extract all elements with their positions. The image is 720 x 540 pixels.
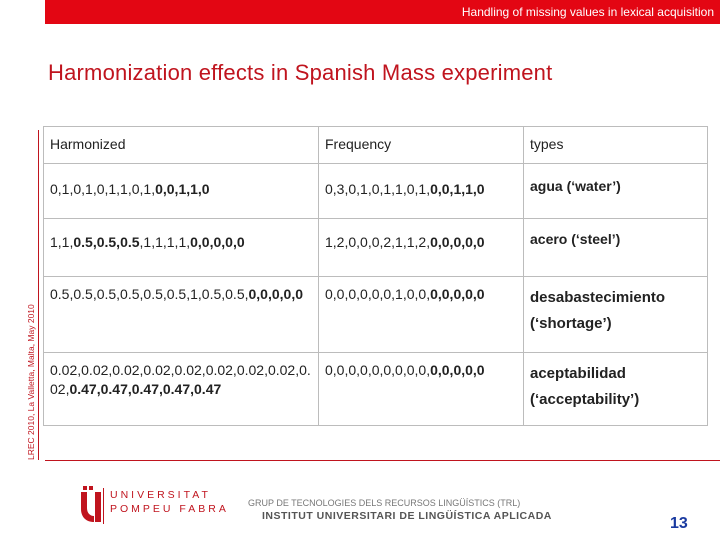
sidebar-text: LREC 2010, La Valletta, Malta, May 2010 [26, 304, 36, 460]
upf-wordmark [110, 488, 229, 516]
type-word: agua [530, 178, 563, 194]
footer-divider [45, 460, 720, 461]
upf-line-1: UNIVERSITAT [110, 489, 211, 501]
harmonized-plain: 0,1,0,1,0,1,1,0,1, [50, 181, 156, 197]
table-row [44, 164, 708, 219]
harmonized-cell [44, 164, 319, 219]
harmonization-table [43, 126, 708, 426]
type-cell [524, 219, 708, 277]
harmonized-bold: 0.5,0.5,0.5 [73, 234, 140, 250]
page-number: 13 [670, 515, 688, 532]
header-types: types [524, 127, 708, 164]
table-header-row [44, 127, 708, 164]
harmonized-bold-2: 0,0,0,0,0 [190, 234, 245, 250]
type-gloss: (‘water’) [566, 178, 621, 194]
frequency-plain: 0,3,0,1,0,1,1,0,1, [325, 181, 431, 197]
table-row [44, 219, 708, 277]
slide-title: Harmonization effects in Spanish Mass experiment [48, 60, 553, 85]
harmonized-bold: 0,0,0,0,0 [248, 286, 303, 302]
frequency-plain: 0,0,0,0,0,0,1,0,0, [325, 286, 431, 302]
frequency-plain: 1,2,0,0,0,2,1,1,2, [325, 234, 431, 250]
frequency-bold: 0,0,0,0,0 [430, 234, 485, 250]
harmonized-plain-2: ,1,1,1,1, [139, 234, 191, 250]
header-text: Handling of missing values in lexical acquisition [461, 5, 714, 19]
sidebar-divider [38, 130, 39, 460]
institute-name: INSTITUT UNIVERSITARI DE LINGÜÍSTICA APLICADA [262, 510, 552, 522]
frequency-cell [319, 164, 524, 219]
type-gloss: (‘acceptability’) [530, 391, 640, 408]
harmonized-plain: 0.02,0.02,0.02,0.02,0.02,0.02,0.02,0.02,0.02, [50, 362, 311, 397]
harmonized-cell [44, 219, 319, 277]
type-gloss: (‘steel’) [571, 231, 621, 247]
frequency-bold: 0,0,0,0,0 [430, 362, 485, 378]
harmonized-bold: 0.47,0.47,0.47,0.47,0.47 [69, 381, 222, 397]
harmonized-cell [44, 277, 319, 353]
frequency-cell [319, 277, 524, 353]
harmonized-plain: 0.5,0.5,0.5,0.5,0.5,0.5,1,0.5,0.5, [50, 286, 249, 302]
type-cell [524, 277, 708, 353]
type-word: desabastecimiento [530, 289, 666, 306]
harmonized-cell [44, 353, 319, 426]
table-row [44, 277, 708, 353]
group-name: GRUP DE TECNOLOGIES DELS RECURSOS LINGÜÍSTICS (TRL) [248, 498, 521, 508]
harmonized-bold: 0,0,1,1,0 [155, 181, 210, 197]
type-gloss: (‘shortage’) [530, 315, 612, 332]
frequency-bold: 0,0,1,1,0 [430, 181, 485, 197]
frequency-cell [319, 353, 524, 426]
frequency-cell [319, 219, 524, 277]
header-frequency: Frequency [319, 127, 524, 164]
header-bar [45, 0, 720, 24]
frequency-bold: 0,0,0,0,0 [430, 286, 485, 302]
upf-line-2: POMPEU FABRA [110, 503, 229, 515]
header-harmonized: Harmonized [44, 127, 319, 164]
type-cell [524, 353, 708, 426]
type-word: aceptabilidad [530, 365, 626, 382]
table-row [44, 353, 708, 426]
type-cell [524, 164, 708, 219]
type-word: acero [530, 231, 568, 247]
harmonized-plain: 1,1, [50, 234, 74, 250]
frequency-plain: 0,0,0,0,0,0,0,0,0, [325, 362, 431, 378]
